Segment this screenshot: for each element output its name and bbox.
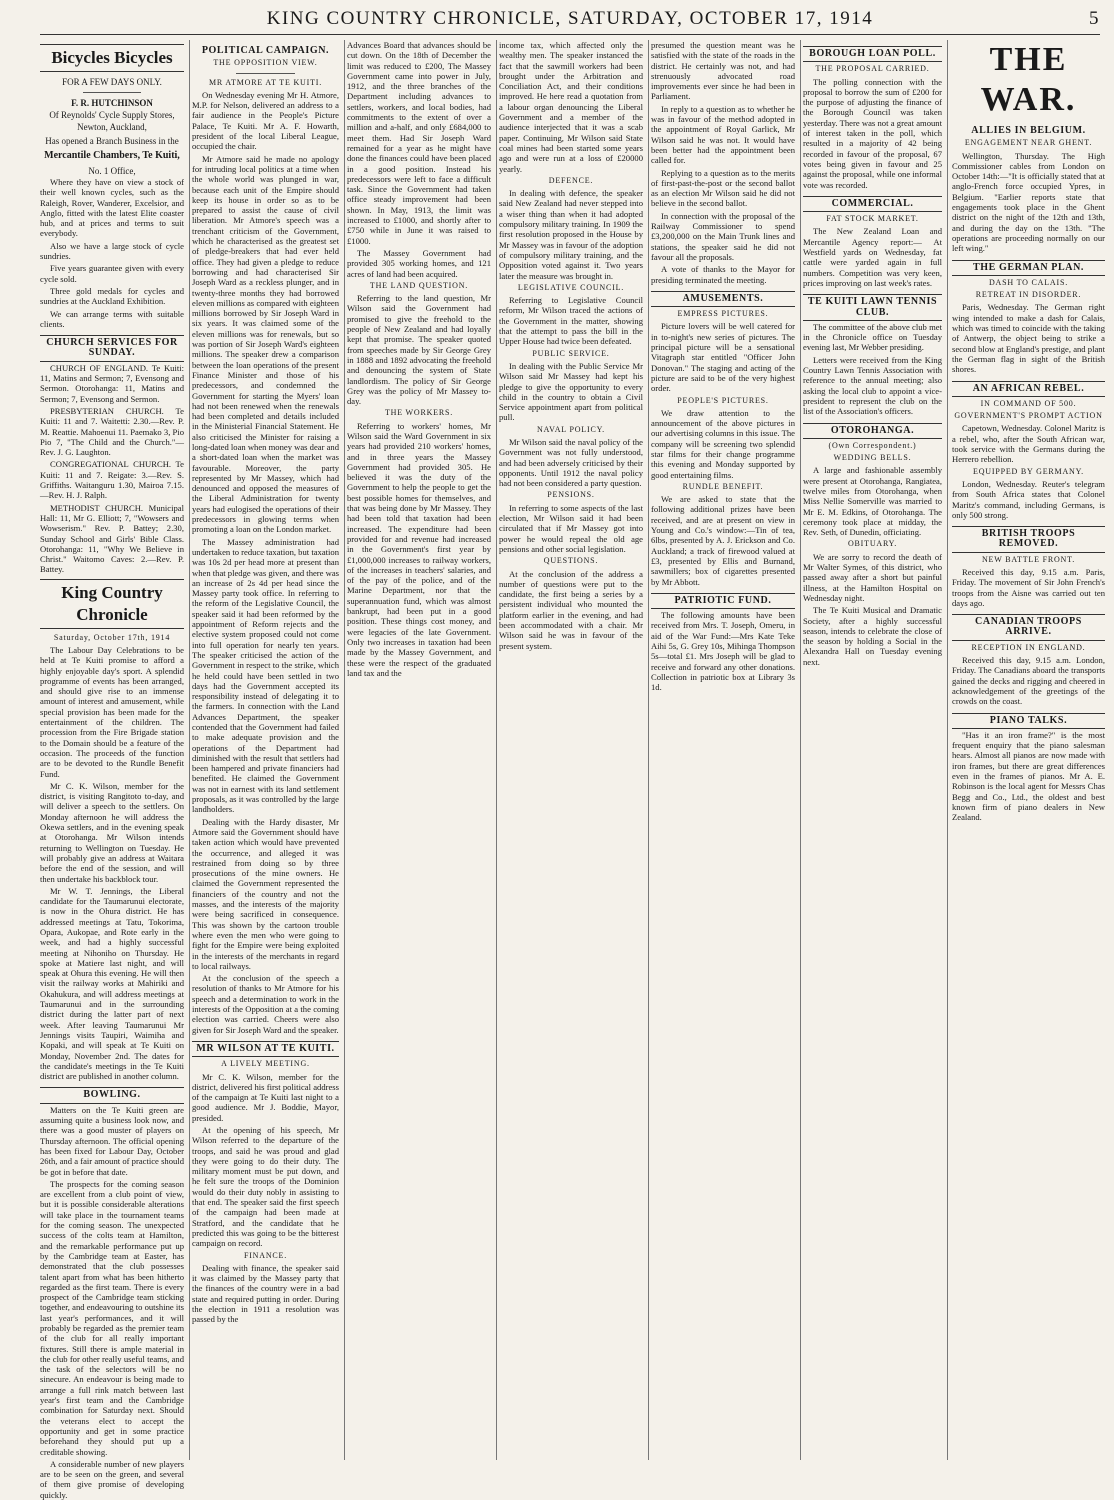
editorial-p2: Mr C. K. Wilson, member for the district, is visiting Rangitoto to-day, and will deliver a speech to the settlers. On Monday afternoon he will address the Okewa settlers, and in the evening speak at Otorohanga. Mr Wilson intends returning to Wellington on Tuesday. He will probably give an address at Waitara before the end of the session, and will then undertake his backblock tour. (40, 780, 184, 884)
naval-sub: NAVAL POLICY. (537, 424, 605, 434)
battle-front-sub: NEW BATTLE FRONT. (981, 554, 1076, 564)
column-2 (192, 40, 345, 1460)
questions-sub: QUESTIONS. (543, 556, 599, 566)
german-plan-heading: THE GERMAN PLAN. (952, 260, 1105, 276)
finance-p1: Dealing with finance, the speaker said it was claimed by the Massey party that the finances of the country were in a bad state and required putting in order. During the election in 1911 a resolution was passed by the (192, 1262, 339, 1325)
tennis-p2: Letters were received from the King Country Lawn Tennis Association with reference to the annual meeting; also asking the local club to appoint a vice-president to represent the club on the list of the Association's officers. (803, 354, 942, 417)
obituary-sub: OBITUARY. (847, 539, 898, 549)
wedding-p1: A large and fashionable assembly were present at Otorohanga, Rangiatea, twelve miles from Otorohanga, when Miss Nellie Somerville was married to Mr E. M. Edkins, of Otorohanga. The ceremony took place at midday, the Rev. Seth, of Dunedin, officiating. (803, 465, 942, 538)
column-1 (40, 40, 190, 1500)
column-3 (347, 40, 497, 1460)
bicycle-ad (40, 44, 184, 177)
ad-p3: Five years guarantee given with every cycle sold. (40, 263, 184, 284)
col5-p1: presumed the question meant was he satisfied with the state of the roads in the district. He certainly was not, and had strenuously advocated road improvements ever since he had been in Parliament. (651, 40, 795, 102)
masthead (40, 8, 1100, 35)
col5-p9: The following amounts have been received from Mrs. T. Joseph, Omeru, in aid of the War Fund:—Mrs Kate Teke Aihi 5s, G. Grey 10s, Mihinga Thompson 5s—total £1. Mrs Joseph will be glad to receive and forward any other donations. Collection in patriotic box at Library 3s 1d. (651, 610, 795, 693)
editorial-p1: The Labour Day Celebrations to be held at Te Kuiti promise to afford a highly enjoyable day's sport. A splendid programme of events has been arranged, and should give rise to an immense amount of interest and amusement, while special provision has been made for the entertainment of the children. The procession from the Fire Brigade station to the Domain should be a feature of the occasion. The proceeds of the function are to be devoted to the Rundle Benefit Fund. (40, 644, 184, 779)
rundle-sub: RUNDLE BENEFIT. (682, 481, 764, 491)
tennis-heading: TE KUITI LAWN TENNIS CLUB. (803, 294, 942, 321)
musical-p1: The Te Kuiti Musical and Dramatic Society, after a highly successful season, intends to celebrate the close of the season by holding a Social in the Alexandra Hall on Tuesday evening next. (803, 605, 942, 667)
church-p1: CHURCH OF ENGLAND. Te Kuiti: 11, Matins and Sermon; 7, Evensong and Sermon. Otorohanga: 11, Matins and Sermon; 7, Evensong and Sermon. (40, 362, 184, 404)
workers-sub: THE WORKERS. (384, 408, 454, 418)
defence-sub: DEFENCE. (548, 175, 594, 185)
church-p4: METHODIST CHURCH. Municipal Hall: 11, Mr G. Elliott; 7, "Wowsers and Wowserism." Rev. P. Battey; 2.30, Sunday School and Girls' Bible Class. Otorohanga: 11, "Why We Believe in Christ." Waitomo Caves: 2.—Rev. P. Battey. (40, 502, 184, 575)
empress-sub: EMPRESS PICTURES. (677, 309, 769, 319)
political-sub: THE OPPOSITION VIEW. (213, 58, 318, 68)
bowling-p1: Matters on the Te Kuiti green are assuming quite a business look now, and there was a good muster of players on Thursday afternoon. The official opening has been fixed for Labour Day, October 26th, and a fair amount of practice should be got in before that date. (40, 1104, 184, 1177)
borough-sub: THE PROPOSAL CARRIED. (815, 64, 930, 74)
piano-heading: PIANO TALKS. (952, 713, 1105, 729)
british-troops-heading: BRITISH TROOPS REMOVED. (952, 526, 1105, 553)
col3-p1: Advances Board that advances should be cut down. On the 18th of December the limit was reduced to £200, The Massey Government came into power in July, 1912, and the three branches of the Department including advances to settlers, workers, and local bodies, had commitments to the extent of over a million and a-half, and only £684,000 to meet them. Had Sir Joseph Ward remained for a year as he might have done the finances could have been placed in a good position. Instead his predecessors were left to face a difficult task. Since the Government had taken office steady improvement had been shown. In May, 1913, the limit was increased to £1000, and shortly after to £750 while in June it was raised to £1000. (347, 40, 491, 246)
ad-name: F. R. HUTCHINSON (71, 98, 153, 108)
peoples-sub: PEOPLE'S PICTURES. (677, 395, 769, 405)
wilson-sub: A LIVELY MEETING. (221, 1059, 310, 1069)
col4-p4: In dealing with the Public Service Mr Wilson said Mr Massey had kept his pledge to give the opportunity to every child in the country to obtain a Civil Service appointment apart from political pull. (499, 360, 643, 423)
borough-p1: The polling connection with the proposal to borrow the sum of £200 for the purpose of adjusting the finance of the Borough Council was taken yesterday. There was not a great amount of interest taken in the poll, which resulted in a majority of 42 being recorded in favour of the proposal, 67 votes being given in favour and 25 against the proposal, while one informal vote was recorded. (803, 76, 942, 190)
obituary-p1: We are sorry to record the death of Mr Walter Symes, of this district, who passed away after a short but painful illness, at the Hamilton Hospital on Wednesday night. (803, 551, 942, 603)
ad-p1: Where they have on view a stock of their well known cycles, such as the Raleigh, Rover, Wanderer, Excelsior, and Anglo, fitted with the latest Elite coaster hub, and at prices and terms to suit everybody. (40, 177, 184, 239)
church-p3: CONGREGATIONAL CHURCH. Te Kuiti: 11 and 7. Reigate: 3.—Rev. S. Griffiths. Waitanguru 1.30, Mairoa 7.15.—Rev. H. J. Ralph. (40, 459, 184, 501)
political-p1: On Wednesday evening Mr H. Atmore, M.P. for Nelson, delivered an address to a fair audience in the People's Picture Palace, Te Kuiti. Mr A. F. Howarth, president of the local Liberal League, occupied the chair. (192, 89, 339, 152)
ad-office: No. 1 Office, (88, 166, 136, 176)
allies-heading: ALLIES IN BELGIUM. (971, 125, 1086, 136)
own-correspondent-sub: (Own Correspondent.) (828, 440, 917, 450)
wilson-p1: Mr C. K. Wilson, member for the district, delivered his first political address of the campaign at Te Kuiti last night to a good audience. Mr J. Boddie, Mayor, presided. (192, 1071, 339, 1123)
wedding-sub: WEDDING BELLS. (833, 453, 912, 463)
col5-p4: In connection with the proposal of the Railway Commissioner to spend £3,200,000 on the Main Trunk lines and stations, the speaker said he did not favour all the proposals. (651, 210, 795, 262)
column-4 (499, 40, 649, 1460)
political-p3: The Massey administration had undertaken to reduce taxation, but taxation was 10s 2d per head more at present than when that pledge was given, and there was an increase of 2s 4d per head since the Massey party took office. In referring to the reform of the Legislative Council, the speaker said it had been reformed by the appointment of Reform rejects and the elective system proposed could not come into full operation for nearly ten years. The speaker criticised the action of the Government in respect to the strike, which he held could have been settled in two days had the Government accepted its responsibility instead of delegating it to the farmers. In connection with the Land Advances Department, the speaker contended that the Government had failed to make adequate provision and the operations of the Department had diminished with the result that settlers had been hampered and private financiers had benefited. He claimed the Government was not in earnest with its land settlement proposals, as it was controlled by the large landholders. (192, 536, 340, 815)
col4-p5: Mr Wilson said the naval policy of the Government was not fully understood, and had been adversely criticised by their opponents. Until 1912 the naval policy had not been considered a party question. (499, 436, 643, 489)
ad-line1: FOR A FEW DAYS ONLY. (62, 77, 162, 87)
war-p4: London, Wednesday. Reuter's telegram from South Africa states that Colonel Maritz's command, including Germans, is only 500 strong. (952, 478, 1105, 520)
legislative-sub: LEGISLATIVE COUNCIL. (517, 282, 625, 292)
political-p4: Dealing with the Hardy disaster, Mr Atmore said the Government should have taken action which would have prevented the occurrence, and alleged it was restrained from doing so by three prosecutions of the mine owners. He claimed the Government represented the financiers of the country and not the masses, and the interests of the majority were being sacrificed in consequence. This was shown by the cartoon trouble where even the men who were going to fight for the Empire were being exploited in the interests of the merchants in regard to local railways. (192, 816, 339, 971)
ad-branch: Has opened a Branch Business in the (45, 136, 179, 146)
wilson-heading: MR WILSON AT TE KUITI. (192, 1041, 339, 1057)
political-sub2: MR ATMORE AT TE KUITI. (208, 77, 323, 87)
war-p7: "Has it an iron frame?" is the most frequent enquiry that the piano salesman hears. Almost all pianos are now made with iron frames, but there are great differences even in the frames of pianos. Mr A. E. Robinson is the local agent for Messrs Chas Begg and Co., Ltd., the oldest and best known firm of piano dealers in New Zealand. (952, 729, 1105, 823)
column-5 (651, 40, 801, 1460)
bowling-p3: A considerable number of new players are to be seen on the green, and several of them give promise of developing quickly. (40, 1458, 184, 1500)
war-p2: Paris, Wednesday. The German right wing intended to make a dash for Calais, which was timed to coincide with the taking of Antwerp, the object being to strike a second blow at England's prestige, and plant the German flag in sight of the British shores. (952, 302, 1105, 375)
col4-p2: In dealing with defence, the speaker said New Zealand had never stepped into a wiser thing than when it had adopted compulsory military training. In 1909 the first resolution proposed in the House by Mr Massey was in favour of the adoption of compulsory military training, and the Opposition voted against it. Two years later the measure was brought in. (499, 188, 643, 281)
prompt-action-sub: GOVERNMENT'S PROMPT ACTION (954, 411, 1103, 421)
finance-sub: FINANCE. (243, 1250, 288, 1260)
col4-p3: Referring to Legislative Council reform, Mr Wilson traced the actions of the Government in the matter, showing that the attempt to pass the bill in the Upper House had twice been defeated. (499, 295, 643, 347)
col4-p7: At the conclusion of the address a number of questions were put to the candidate, the first being a series by a persistent individual who mounted the platform earlier in the evening, and had been accommodated with a chair. Mr Wilson said he was in favour of the present system. (499, 568, 643, 651)
masthead-title: KING COUNTRY CHRONICLE, SATURDAY, OCTOBER 17, 1914 (266, 8, 874, 29)
tennis-p1: The committee of the above club met in the Chronicle office on Tuesday evening last, Mr Webber presiding. (803, 321, 942, 353)
political-p2: Mr Atmore said he made no apology for intruding local politics at a time when the whole world was plunged in war, because each unit of the Empire should keep its house in order so as to be prepared to assist the cause of civil liberation. Mr Atmore's speech was a trenchant criticism of the Government, which he characterised as the greatest set of pledge-breakers that had ever held office. They had given a pledge to reduce borrowing and had characterised Sir Joseph Ward as a reckless plunger, and in twenty-three months they had borrowed eleven millions as compared with eighteen millions borrowed by Sir Joseph Ward in six years. It was claimed some of the eleven millions was for renewals, but so was portion of Sir Joseph Ward's eighteen millions. The speaker drew a comparison between the loan operations of the present Finance Minister and those of his predecessors, and condemned the Government for starting the Myers' loan had not been renewed when the renewals had been completed and details included in the Ministerial Financial Statement. He also criticised the Minister for raising a long-dated loan when money was dear and a short-dated loan when the market was favourable. Moreover, the party represented by Mr Massey, which had denounced and opposed the measures of the Liberal Administration for twenty years had eulogised the operations of their predecessors in glowing terms when promoting a loan on the London market. (192, 153, 340, 535)
ad-title: Bicycles Bicycles (40, 44, 184, 72)
col5-p8: We are asked to state that the following additional prizes have been received, and are at present on view in Young and Co.'s window:—Tin of tea, 6lbs, presented by A. J. Erickson and Co. Auckland; a track of firewood valued at £3, presented by Ellis and Burnand, sawmillers; box of cigarettes presented by Mr Abbott. (651, 494, 795, 587)
political-p5: At the conclusion of the speech a resolution of thanks to Mr Atmore for his speech and a determination to work in the interests of the Opposition at a the coming election was carried. Cheers were also given for Sir Joseph Ward and the speaker. (192, 973, 339, 1035)
divider (83, 92, 141, 93)
wilson-p2: At the opening of his speech, Mr Wilson referred to the departure of the troops, and said he was proud and glad they were going to do their duty. The military moment must be put down, and he felt sure the troops of the Dominion would do their duty nobly in assisting to that end. The speaker said the first speech of the campaign had been made at Stratford, and the candidate that he predicted this was going to be the bitterest campaign on record. (192, 1124, 339, 1249)
church-p2: PRESBYTERIAN CHURCH. Te Kuiti: 11 and 7. Waitetti: 2.30.—Rev. P. M. Reattie. Mahoenui 11. Paemako 3, Pio Pio 7, "The Child and the Church."—Rev. J. G. Laughton. (40, 405, 184, 458)
fat-stock-sub: FAT STOCK MARKET. (826, 214, 919, 224)
equipped-sub: EQUIPPED BY GERMANY. (973, 466, 1084, 476)
war-p6: Received this day, 9.15 a.m. London, Friday. The Canadians aboard the transports gained the decks and rigging and cheered in acknowledgement of the greetings of the crowds on the coast. (952, 655, 1105, 707)
bowling-heading: BOWLING. (40, 1087, 184, 1103)
col3-p2: The Massey Government had provided 305 working homes, and 121 acres of land had been acquired. (347, 247, 491, 279)
col3-p3: Referring to the land question, Mr Wilson said the Government had promised to give the freehold to the people of New Zealand and had loyally kept that promise. The speaker quoted from speeches made by Sir George Grey in 1888 and 1892 advocating the freehold and denouncing the system of State landlordism. The policy of Sir George Grey was the policy of Mr Massey to-day. (347, 293, 491, 407)
commercial-p1: The New Zealand Loan and Mercantile Agency report:— At Westfield yards on Wednesday, fat cattle were yarded again in full numbers. Competition was very keen, prices improving on last week's rates. (803, 226, 942, 288)
african-rebel-heading: AN AFRICAN REBEL. (952, 381, 1105, 397)
editorial-p3: Mr W. T. Jennings, the Liberal candidate for the Taumarunui electorate, is now in the Ohura district. He has addressed meetings at Tatu, Tokorima, Opara, Aukopae, and Rote early in the week, and had a highly successful meeting at Nihoniho on Thursday. He spoke at Matiere last night, and will speak at Ohura this evening. He will then visit the railway works at Mahiriki and Okahukura, and will address meetings at Taumarunui and in the surrounding district during the latter part of next week. After leaving Taumarunui Mr Jennings visits Taupiri, Waimiha and Kopaki, and will speak at Te Kuiti on Monday, November 2nd. The dates for the candidate's meetings in the Te Kuiti district are published in another column. (40, 885, 184, 1082)
col4-p6: In referring to some aspects of the last election, Mr Wilson said it had been circulated that if Mr Massey got into power he would repeal the old age pensions and other social legislation. (499, 502, 643, 554)
divider (236, 73, 295, 74)
reception-sub: RECEPTION IN ENGLAND. (971, 642, 1086, 652)
church-heading: CHURCH SERVICES FOR SUNDAY. (40, 335, 184, 362)
war-heading: THE WAR. (980, 41, 1077, 118)
ghent-sub: ENGAGEMENT NEAR GHENT. (964, 138, 1093, 148)
ad-p2: Also we have a large stock of cycle sundries. (40, 240, 184, 262)
ad-shop: Mercantile Chambers, Te Kuiti, (44, 150, 180, 161)
amusements-heading: AMUSEMENTS. (651, 291, 795, 307)
col5-p2: In reply to a question as to whether he was in favour of the method adopted in the appointment of Royal Garlick, Mr Wilson said he was not. It would have been better had the appointment been called for. (651, 103, 795, 166)
col5-p3: Replying to a question as to the merits of first-past-the-post or the second ballot as an election Mr Wilson said he did not believe in the second ballot. (651, 167, 795, 209)
paper-date: Saturday, October 17th, 1914 (53, 632, 171, 642)
page-number: 5 (1089, 8, 1100, 29)
patriotic-heading: PATRIOTIC FUND. (651, 593, 795, 609)
pensions-sub: PENSIONS. (547, 490, 595, 500)
ad-p4: Three gold medals for cycles and sundries at the Auckland Exhibition. (40, 285, 184, 307)
ad-p5: We can arrange terms with suitable clients. (40, 308, 184, 329)
war-p3: Capetown, Wednesday. Colonel Maritz is a rebel, who, after the South African war, took service with the Germans during the Herrero rebellion. (952, 423, 1105, 465)
column-7 (952, 40, 1110, 1460)
bowling-p2: The prospects for the coming season are excellent from a club point of view, but it is possible considerable alterations will take place in the tournament teams for the coming season. The unexpected success of the colts team at Hamilton, and the remarkable performance put up by the Cambridge team at Easter, has demonstrated that the club possesses talent apart from what has been hitherto regarded as the first team. There is every prospect of the Cambridge team sticking together, and endeavouring to outshine its last year's performances, and it will probably be regarded as the premier team of the club for all really important fixtures. Still there is ample material in the club for other really useful teams, and the task of the selectors will be no sinecure. An endeavour is being made to arrange a full rink match between last year's first team and the Cambridge combination for Saturday next. Should the veterans elect to accept the opportunity and get in some practice beforehand they should put up a creditable showing. (40, 1178, 184, 1457)
col5-p7: We draw attention to the announcement of the above pictures in our advertising columns in this issue. The company will be screening two splendid star films for their change programme this evening and Monday supported by good entertaining films. (651, 407, 795, 480)
col3-p4: Referring to workers' homes, Mr Wilson said the Ward Government in six years had provided 210 workers' homes, and in three years the Massey Government had provided 305. He believed it was the duty of the Government to help the people to get the best possible homes for themselves, and that was being done by Mr Massey. They had been told that taxation had been increased. The expenditure had been provided for and revenue had increased in the Government's first year by £1,000,000 increases to railway workers, of the increases in teachers' salaries, and of the pay of the police, and of the Marine Department, nor that the superannuation fund, which was almost bankrupt, had been put in a good position. These things cost money, and were legacies of the late Government. Only two increases in taxation had been made by the Massey Government, and these were the respect of the graduated land tax and the (347, 420, 491, 678)
public-service-sub: PUBLIC SERVICE. (532, 348, 610, 358)
otorohanga-heading: OTOROHANGA. (803, 423, 942, 439)
calais-sub: DASH TO CALAIS. (988, 277, 1069, 287)
spacer-2 (768, 40, 773, 1460)
political-heading: POLITICAL CAMPAIGN. (201, 45, 330, 56)
borough-heading: BOROUGH LOAN POLL. (803, 46, 942, 62)
land-question-sub: THE LAND QUESTION. (369, 280, 469, 290)
column-6 (803, 40, 948, 1460)
command-sub: IN COMMAND OF 500. (980, 398, 1077, 408)
canadian-heading: CANADIAN TROOPS ARRIVE. (952, 614, 1105, 641)
col4-p1: income tax, which affected only the wealthy men. The speaker instanced the fact that the sawmill workers had been brought under the Arbitration and Conciliation Act, and their conditions improved. He here read a quotation from a labour organ denouncing the Liberal Government and a member of the audience interjected that it was a scab paper. Continuing, Mr Wilson said State coal mines had been started some years ago and were run at a loss of £20000 yearly. (499, 40, 643, 174)
war-p5: Received this day, 9.15 a.m. Paris, Friday. The movement of Sir John French's troops from the Aisne was carried out ten days ago. (952, 566, 1105, 608)
paper-name: King Country Chronicle (40, 579, 184, 629)
col5-p5: A vote of thanks to the Mayor for presiding terminated the meeting. (651, 264, 795, 285)
col5-p6: Picture lovers will be well catered for in to-night's new series of pictures. The principal picture will be a sensational Vitagraph star entitled "Officer John Donovan." The staging and acting of the picture are said to be of the very highest order. (651, 321, 795, 394)
war-p1: Wellington, Thursday. The High Commissioner cables from London on October 14th:—"It is officially stated that at anglo-French force occupied Ypres, in Belgium. "Earlier reports state that engagements took place in the Ghent district on the night of the 12th and 13th, and during the day on the 13th. "The operations are proceeding normally on our left wing." (952, 150, 1105, 254)
retreat-sub: RETREAT IN DISORDER. (975, 290, 1082, 300)
commercial-heading: COMMERCIAL. (803, 196, 942, 212)
ad-body: Of Reynolds' Cycle Supply Stores, Newton, Auckland, (49, 110, 175, 132)
